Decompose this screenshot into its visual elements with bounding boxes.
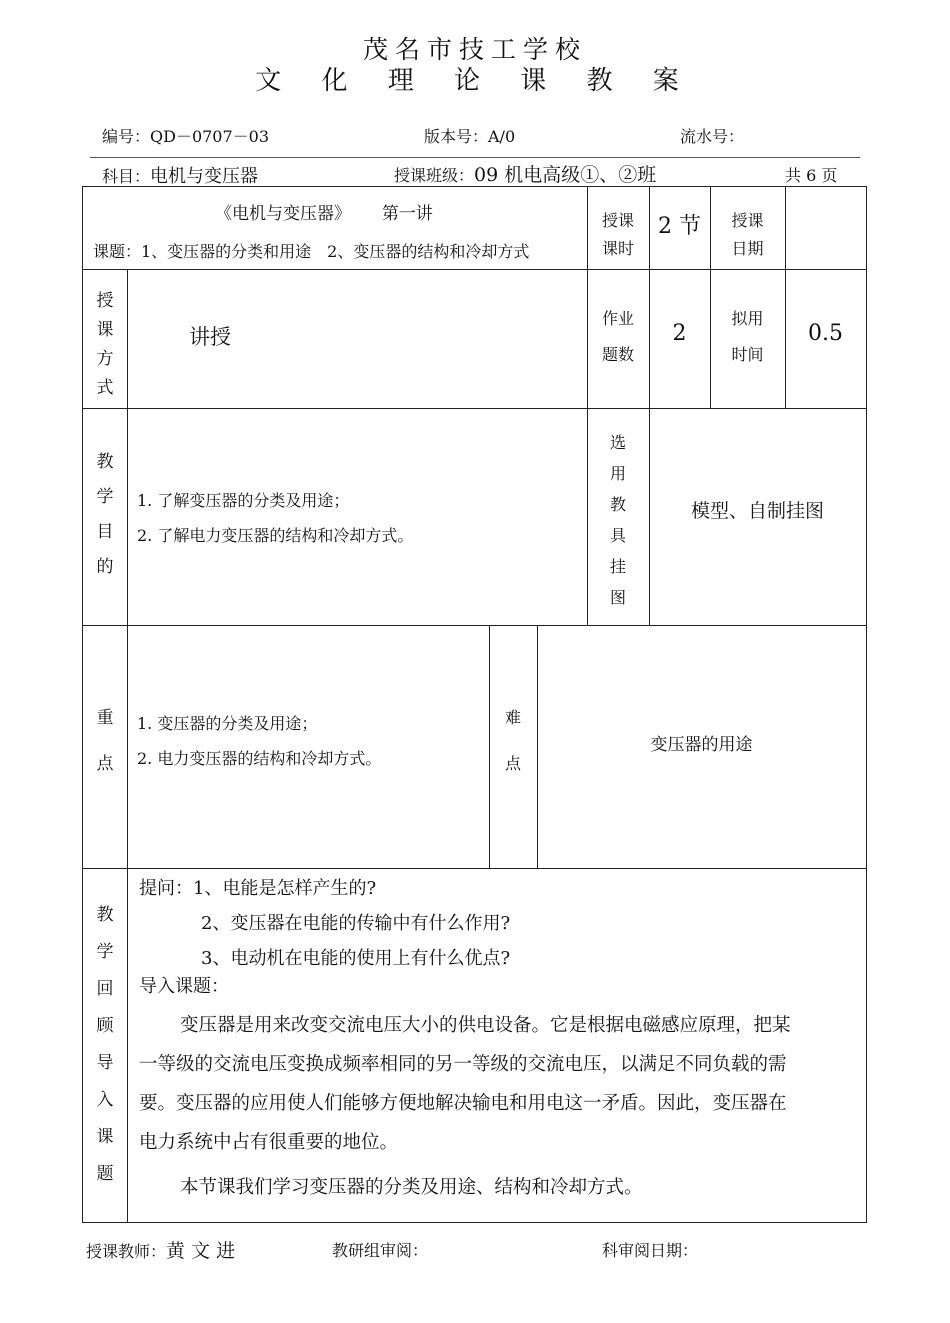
lesson-topic: 课题：1、变压器的分类和用途 2、变压器的结构和冷却方式 [93, 242, 530, 261]
planned-time-label: 拟用 时间 [731, 309, 764, 364]
intro-line: 电力系统中占有很重要的地位。 [139, 1132, 399, 1153]
version-number: 版本号：A/0 [424, 127, 516, 146]
review-question-2: 2、变压器在电能的传输中有什么作用? [201, 913, 511, 934]
teacher-label: 授课教师： [86, 1242, 167, 1261]
teacher-field [86, 1236, 235, 1263]
key-points-label: 重 点 [96, 708, 114, 774]
objective-item: 2. 了解电力变压器的结构和冷却方式。 [137, 526, 414, 545]
row-divider-4 [83, 868, 866, 869]
row-divider-3 [83, 625, 866, 626]
objectives-label: 教 学 目 的 [96, 452, 114, 577]
method-value: 讲授 [189, 325, 231, 349]
subject-value: 电机与变压器 [150, 166, 259, 187]
homework-label: 作业 题数 [601, 309, 634, 364]
class-field [394, 160, 656, 187]
review-question-3: 3、电动机在电能的使用上有什么优点? [201, 948, 511, 969]
teaching-tools-label: 选 用 教 具 挂 图 [609, 433, 626, 607]
review-question-1: 提问：1、电能是怎样产生的? [139, 878, 377, 899]
header-divider [90, 157, 860, 158]
right-col-divider-1 [649, 187, 650, 625]
book-title: 《电机与变压器》 [215, 204, 351, 224]
school-name: 茂名市技工学校 [362, 35, 587, 64]
difficult-points-label: 难 点 [504, 708, 521, 773]
teaching-tools-value: 模型、自制挂图 [690, 500, 824, 522]
lesson-plan-table [82, 186, 867, 1223]
intro-label: 导入课题： [139, 976, 229, 997]
document-number: 编号：QD－0707－03 [102, 127, 270, 146]
serial-number: 流水号： [680, 127, 745, 146]
review-date: 科审阅日期： [602, 1241, 699, 1260]
method-label: 授 课 方 式 [96, 291, 114, 398]
right-col-divider-3 [785, 187, 786, 408]
planned-time-value: 0.5 [808, 321, 843, 346]
key-points-list [137, 706, 381, 776]
lecture-number: 第一讲 [381, 204, 433, 224]
review-intro-label: 教 学 回 顾 导 入 课 题 [96, 905, 114, 1184]
homework-count: 2 [672, 321, 687, 346]
intro-paragraph [139, 1006, 865, 1162]
subject-field [102, 162, 258, 188]
key-point-item: 1. 变压器的分类及用途； [137, 714, 318, 733]
course-title [215, 199, 433, 224]
class-label: 授课班级： [394, 166, 475, 185]
row-divider-2 [83, 408, 866, 409]
hours-label: 授课 课时 [601, 211, 634, 258]
hours-value: 2 节 [658, 214, 701, 239]
intro-line: 变压器是用来改变交流电压大小的供电设备。它是根据电磁感应原理，把某 [180, 1015, 791, 1036]
difficult-points-value: 变压器的用途 [650, 735, 753, 755]
label-column-divider [127, 269, 128, 1222]
row-divider-1 [83, 269, 866, 270]
objectives-list [137, 483, 413, 553]
intro-line: 一等级的交流电压变换成频率相同的另一等级的交流电压，以满足不同负载的需 [139, 1054, 787, 1075]
intro-line: 要。变压器的应用使人们能够方便地解决输电和用电这一矛盾。因此，变压器在 [139, 1093, 787, 1114]
date-label: 授课 日期 [731, 211, 764, 258]
objective-item: 1. 了解变压器的分类及用途； [137, 491, 350, 510]
lesson-closing: 本节课我们学习变压器的分类及用途、结构和冷却方式。 [180, 1177, 643, 1198]
class-value: 09 机电高级①、②班 [474, 164, 657, 186]
review-group-signature: 教研组审阅： [332, 1241, 429, 1260]
document-type: 文 化 理 论 课 教 案 [255, 66, 695, 96]
subject-label: 科目： [102, 167, 151, 186]
key-point-item: 2. 电力变压器的结构和冷却方式。 [137, 749, 382, 768]
page-count: 共 6 页 [785, 166, 838, 185]
teacher-name: 黄 文 进 [166, 1240, 236, 1262]
